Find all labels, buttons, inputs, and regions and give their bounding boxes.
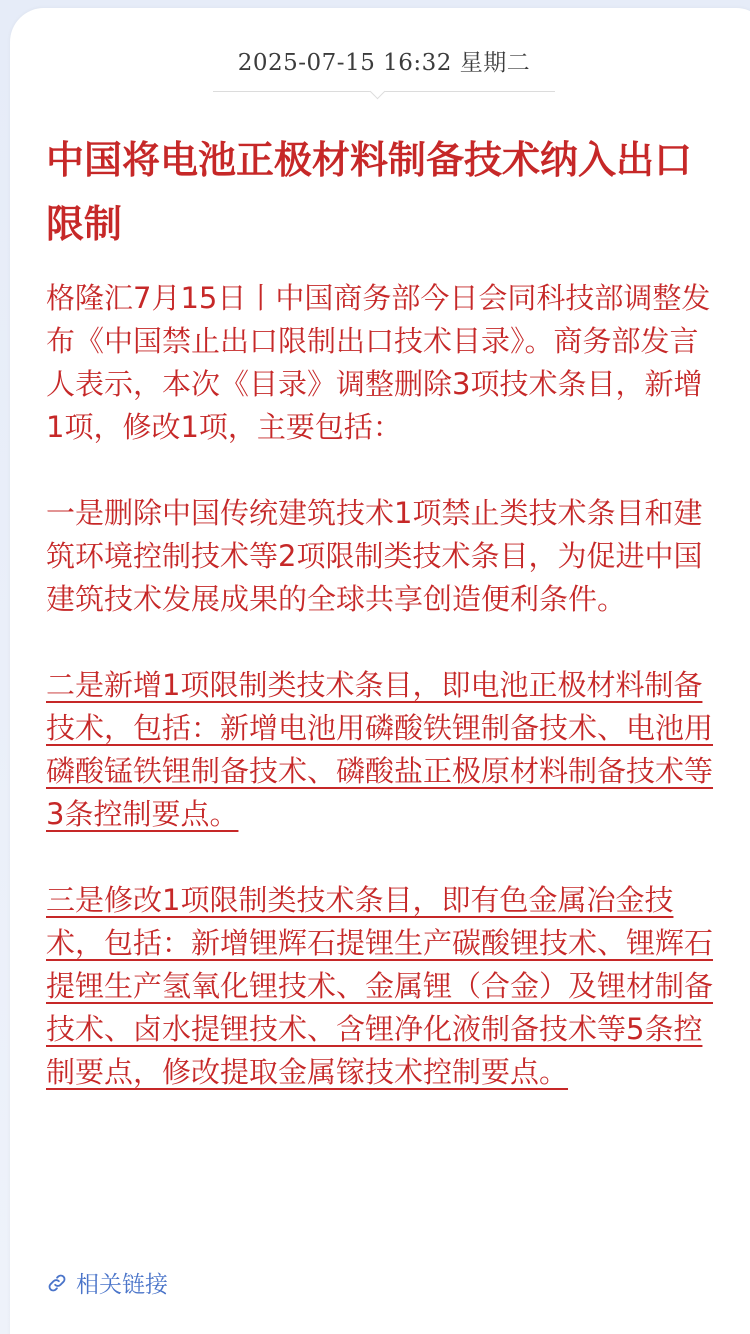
link-icon [46,1272,68,1294]
article-paragraph-deletions: 一是删除中国传统建筑技术1项禁止类技术条目和建筑环境控制技术等2项限制类技术条目，为促进中国建筑技术发展成果的全球共享创造便利条件。 [46,496,703,616]
article-paragraph-additions: 二是新增1项限制类技术条目，即电池正极材料制备技术，包括：新增电池用磷酸铁锂制备技术、电池用磷酸锰铁锂制备技术、磷酸盐正极原材料制备技术等3条控制要点。 [46,668,714,831]
article-timestamp: 2025-07-15 16:32 星期二 [237,50,531,76]
article-paragraph-intro: 格隆汇7月15日丨中国商务部今日会同科技部调整发布《中国禁止出口限制出口技术目录》。商务部发言人表示，本次《目录》调整删除3项技术条目，新增1项，修改1项，主要包括： [46,281,711,444]
article-paragraph-modifications: 三是修改1项限制类技术条目，即有色金属冶金技术，包括：新增锂辉石提锂生产碳酸锂技术、锂辉石提锂生产氢氧化锂技术、金属锂（合金）及锂材制备技术、卤水提锂技术、含锂净化液制备技术等5条控制要点，修改提取金属镓技术控制要点。 [46,883,714,1089]
article-body [46,277,718,1137]
related-links-button[interactable] [46,1266,168,1299]
related-links-label: 相关链接 [76,1272,168,1298]
article-title: 中国将电池正极材料制备技术纳入出口限制 [46,138,693,246]
